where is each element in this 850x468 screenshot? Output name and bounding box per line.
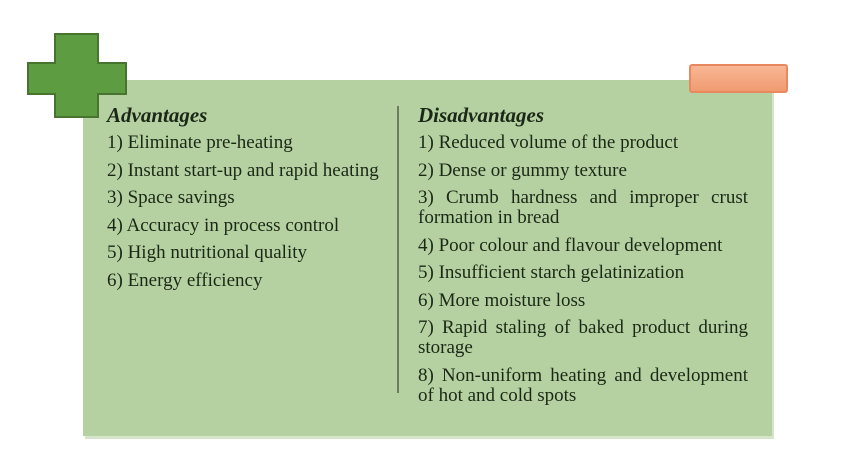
disadvantage-item: 5) Insufficient starch gelatinization <box>418 262 685 283</box>
advantage-item: 3) Space savings <box>107 187 235 208</box>
disadvantages-column <box>418 104 748 413</box>
advantages-title: Advantages <box>107 103 208 127</box>
plus-icon <box>27 33 127 118</box>
disadvantage-item: 4) Poor colour and flavour development <box>418 234 723 256</box>
advantage-item: 6) Energy efficiency <box>107 269 263 291</box>
disadvantage-item: 2) Dense or gummy texture <box>418 159 627 181</box>
advantage-item: 1) Eliminate pre-heating <box>107 132 293 153</box>
orange-tab-decoration <box>689 64 788 93</box>
advantage-item: 4) Accuracy in process control <box>107 214 340 236</box>
disadvantage-item: 8) Non-uniform heating and development of hot and cold spots <box>418 364 748 406</box>
advantage-item: 5) High nutritional quality <box>107 242 308 263</box>
disadvantage-item: 7) Rapid staling of baked product during storage <box>418 317 748 358</box>
advantages-column <box>107 104 407 298</box>
advantage-item: 2) Instant start-up and rapid heating <box>107 159 379 181</box>
disadvantages-title: Disadvantages <box>418 103 544 127</box>
disadvantage-item: 1) Reduced volume of the product <box>418 132 679 153</box>
disadvantage-item: 6) More moisture loss <box>418 289 586 311</box>
disadvantage-item: 3) Crumb hardness and improper crust formation in bread <box>418 187 748 228</box>
